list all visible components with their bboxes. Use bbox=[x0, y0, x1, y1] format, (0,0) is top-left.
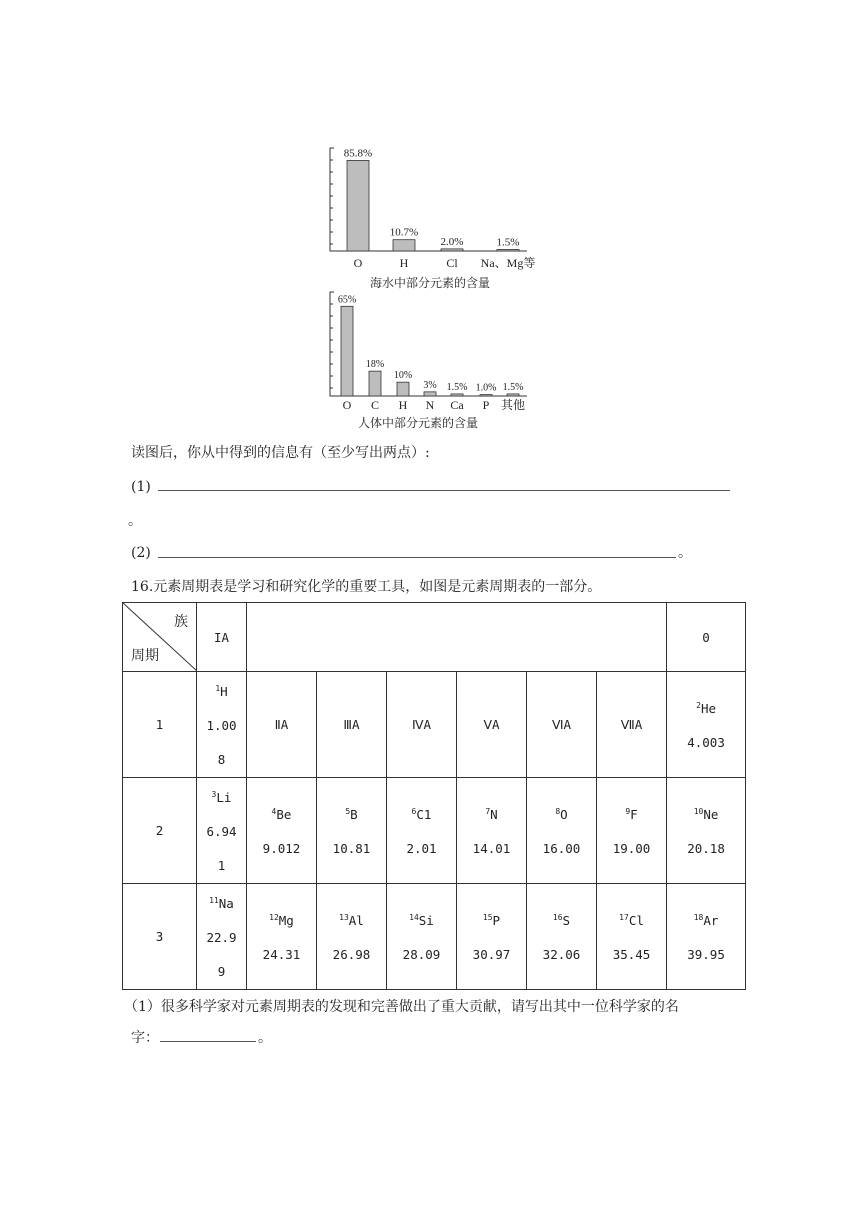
question-15-prompt: 读图后，你从中得到的信息有（至少写出两点）: bbox=[131, 445, 430, 461]
category-label: Na、Mg等 bbox=[480, 256, 536, 270]
atomic-number: 17 bbox=[619, 913, 629, 923]
sub-question-1-line-1: （1）很多科学家对元素周期表的发现和完善做出了重大贡献，请写出其中一位科学家的名 bbox=[124, 999, 679, 1015]
answer-1-label: (1) bbox=[131, 479, 151, 495]
atomic-number: 5 bbox=[345, 807, 351, 817]
atomic-mass: 4.003 bbox=[687, 735, 725, 751]
group-label-cell: ⅥA bbox=[527, 672, 597, 778]
bar bbox=[347, 160, 369, 251]
bar bbox=[497, 249, 519, 251]
group-header-label: 族 bbox=[174, 614, 188, 630]
atomic-mass: 8 bbox=[217, 752, 226, 768]
answer-2-label: (2) bbox=[131, 545, 151, 561]
element-cell bbox=[457, 884, 527, 990]
element-symbol: He bbox=[700, 701, 716, 717]
category-label: O bbox=[342, 398, 352, 412]
element-cell bbox=[197, 672, 247, 778]
bar-value-label: 1.5% bbox=[502, 381, 524, 393]
atomic-mass: 22.9 bbox=[206, 930, 237, 946]
bar bbox=[441, 249, 463, 251]
atomic-number: 16 bbox=[552, 913, 563, 923]
atomic-mass: 16.00 bbox=[542, 841, 581, 857]
atomic-mass: 10.81 bbox=[332, 841, 371, 857]
atomic-mass: 1.00 bbox=[206, 718, 237, 734]
question-16-intro: 16.元素周期表是学习和研究化学的重要工具，如图是元素周期表的一部分。 bbox=[131, 579, 602, 595]
bar-value-label: 1.5% bbox=[446, 381, 468, 393]
bar bbox=[397, 382, 409, 396]
element-cell bbox=[247, 884, 317, 990]
bar-value-label: 10% bbox=[393, 370, 413, 382]
element-symbol: Si bbox=[418, 913, 434, 929]
bar-value-label: 10.7% bbox=[389, 226, 419, 239]
atomic-mass: 6.94 bbox=[206, 824, 237, 840]
element-cell bbox=[527, 884, 597, 990]
element-symbol: P bbox=[492, 913, 501, 929]
periodic-table bbox=[122, 602, 746, 990]
atomic-number: 4 bbox=[271, 807, 277, 817]
element-symbol: Be bbox=[276, 807, 292, 823]
period-cell: 2 bbox=[123, 778, 197, 884]
group-label-cell: ⅡA bbox=[247, 672, 317, 778]
element-cell bbox=[597, 884, 667, 990]
element-symbol: N bbox=[490, 807, 498, 823]
atomic-mass: 19.00 bbox=[612, 841, 651, 857]
element-cell bbox=[197, 884, 247, 990]
bar-value-label: 1.0% bbox=[475, 382, 497, 394]
atomic-mass: 20.18 bbox=[687, 841, 725, 857]
element-cell bbox=[457, 778, 527, 884]
bar-value-label: 18% bbox=[365, 359, 385, 371]
period-cell: 1 bbox=[123, 672, 197, 778]
bar-value-label: 65% bbox=[337, 294, 357, 306]
bar bbox=[341, 306, 353, 396]
header-corner-cell bbox=[123, 603, 197, 672]
category-label: H bbox=[398, 398, 408, 412]
element-cell bbox=[317, 778, 387, 884]
atomic-mass: 39.95 bbox=[687, 947, 725, 963]
seawater-element-chart bbox=[0, 0, 860, 440]
element-symbol: S bbox=[562, 913, 571, 929]
element-symbol: F bbox=[630, 807, 638, 823]
category-label: N bbox=[425, 398, 435, 412]
empty-header-span bbox=[247, 603, 667, 672]
atomic-number: 12 bbox=[269, 913, 279, 923]
category-label: O bbox=[353, 256, 363, 270]
answer-2-period: 。 bbox=[678, 545, 692, 561]
bar bbox=[451, 394, 463, 396]
bar-value-label: 3% bbox=[423, 379, 437, 391]
bar-value-label: 1.5% bbox=[496, 236, 520, 249]
element-cell bbox=[197, 778, 247, 884]
group-label-cell: ⅢA bbox=[317, 672, 387, 778]
bar-value-label: 2.0% bbox=[440, 235, 464, 248]
period-cell: 3 bbox=[123, 884, 197, 990]
element-cell bbox=[527, 778, 597, 884]
category-label: H bbox=[399, 256, 409, 270]
element-cell bbox=[597, 778, 667, 884]
answer-1-period: 。 bbox=[128, 513, 142, 529]
element-cell bbox=[667, 672, 746, 778]
human-body-chart-group bbox=[330, 292, 527, 430]
element-cell bbox=[317, 884, 387, 990]
atomic-mass: 9 bbox=[217, 964, 226, 980]
atomic-number: 10 bbox=[693, 807, 704, 817]
element-symbol: H bbox=[220, 684, 228, 700]
element-cell bbox=[387, 884, 457, 990]
bar bbox=[369, 371, 381, 396]
atomic-mass: 1 bbox=[217, 858, 226, 874]
bar bbox=[424, 392, 436, 396]
category-label: P bbox=[482, 398, 490, 412]
element-symbol: Ar bbox=[703, 913, 719, 929]
element-symbol: Na bbox=[218, 896, 234, 912]
sub-question-1-period: 。 bbox=[258, 1030, 272, 1046]
atomic-number: 15 bbox=[482, 913, 493, 923]
element-symbol: Li bbox=[216, 790, 232, 806]
element-cell bbox=[247, 778, 317, 884]
chart-caption: 人体中部分元素的含量 bbox=[357, 416, 479, 430]
category-label: Ca bbox=[450, 398, 464, 412]
atomic-number: 3 bbox=[211, 790, 217, 800]
group-label-cell: ⅦA bbox=[597, 672, 667, 778]
atomic-number: 14 bbox=[409, 913, 419, 923]
atomic-mass: 2.01 bbox=[406, 841, 437, 857]
element-symbol: C1 bbox=[416, 807, 432, 823]
atomic-number: 18 bbox=[693, 913, 704, 923]
atomic-number: 13 bbox=[339, 913, 349, 923]
scientist-name-blank[interactable] bbox=[160, 1041, 256, 1042]
element-symbol: B bbox=[350, 807, 358, 823]
atomic-mass: 9.012 bbox=[262, 841, 301, 857]
atomic-number: 11 bbox=[209, 896, 219, 906]
atomic-number: 7 bbox=[485, 807, 491, 817]
atomic-number: 1 bbox=[215, 684, 221, 693]
atomic-number: 8 bbox=[555, 807, 561, 817]
element-cell bbox=[667, 778, 746, 884]
element-cell bbox=[387, 778, 457, 884]
atomic-mass: 26.98 bbox=[332, 947, 371, 963]
sub-question-1-line-2: 字： bbox=[131, 1030, 159, 1046]
atomic-mass: 35.45 bbox=[612, 947, 651, 963]
bar bbox=[393, 240, 415, 251]
bar bbox=[480, 395, 492, 396]
group-0-header: 0 bbox=[667, 603, 746, 672]
answer-1-blank[interactable] bbox=[158, 490, 730, 491]
category-label: C bbox=[370, 398, 380, 412]
category-label: 其他 bbox=[500, 398, 526, 412]
atomic-mass: 24.31 bbox=[262, 947, 301, 963]
atomic-number: 9 bbox=[625, 807, 631, 817]
bar-value-label: 85.8% bbox=[343, 147, 373, 160]
element-symbol: Al bbox=[348, 913, 364, 929]
seawater-chart-group bbox=[330, 147, 535, 290]
element-symbol: O bbox=[560, 807, 568, 823]
group-label-cell: ⅣA bbox=[387, 672, 457, 778]
group-1-header: IA bbox=[197, 603, 247, 672]
group-label-cell: ⅤA bbox=[457, 672, 527, 778]
atomic-number: 2 bbox=[696, 701, 701, 710]
element-cell bbox=[667, 884, 746, 990]
atomic-mass: 30.97 bbox=[472, 947, 511, 963]
bar bbox=[507, 394, 519, 396]
atomic-mass: 28.09 bbox=[402, 947, 441, 963]
chart-caption: 海水中部分元素的含量 bbox=[369, 276, 491, 290]
element-symbol: Mg bbox=[278, 913, 294, 929]
answer-2-blank[interactable] bbox=[158, 557, 676, 558]
atomic-mass: 32.06 bbox=[542, 947, 581, 963]
element-symbol: Cl bbox=[628, 913, 644, 929]
atomic-mass: 14.01 bbox=[472, 841, 511, 857]
category-label: Cl bbox=[446, 256, 458, 270]
period-header-label: 周期 bbox=[131, 648, 159, 664]
atomic-number: 6 bbox=[411, 807, 417, 817]
element-symbol: Ne bbox=[703, 807, 719, 823]
